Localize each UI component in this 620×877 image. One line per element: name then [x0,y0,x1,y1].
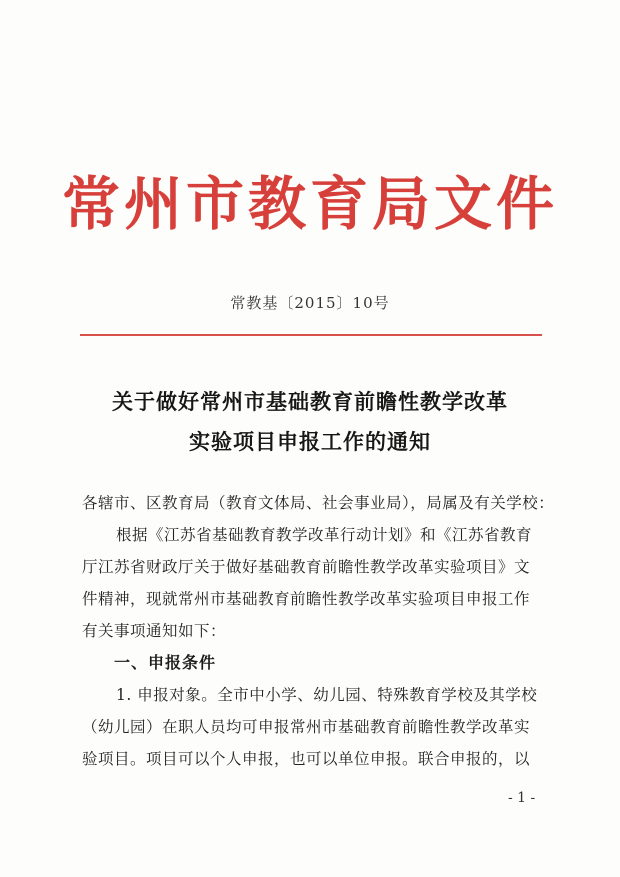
masthead-title: 常州市教育局文件 [61,170,558,238]
paragraph-1-line-3: 件精神，现就常州市基础教育前瞻性教学改革实验项目申报工作 [82,590,531,608]
paragraph-1-line-2: 厅江苏省财政厅关于做好基础教育前瞻性教学改革实验项目》文 [82,558,531,576]
document-number: 常教基〔2015〕10号 [230,294,390,312]
item-1-line-2: （幼儿园）在职人员均可申报常州市基础教育前瞻性教学改革实 [82,718,531,736]
paragraph-1-line-4: 有关事项通知如下： [82,622,227,640]
paragraph-1-line-1: 根据《江苏省基础教育教学改革行动计划》和《江苏省教育 [116,526,533,544]
red-divider-line [80,334,542,336]
section-1-heading: 一、申报条件 [114,653,217,672]
notice-title-line-2: 实验项目申报工作的通知 [189,429,431,454]
addressee-line: 各辖市、区教育局（教育文体局、社会事业局），局属及有关学校： [82,494,555,512]
item-1-line-3: 验项目。项目可以个人申报，也可以单位申报。联合申报的，以 [82,750,531,768]
notice-title-line-1: 关于做好常州市基础教育前瞻性教学改革 [112,389,508,414]
page-number: - 1 - [508,790,536,806]
item-1-line-1: 1. 申报对象。全市中小学、幼儿园、特殊教育学校及其学校 [116,686,538,704]
